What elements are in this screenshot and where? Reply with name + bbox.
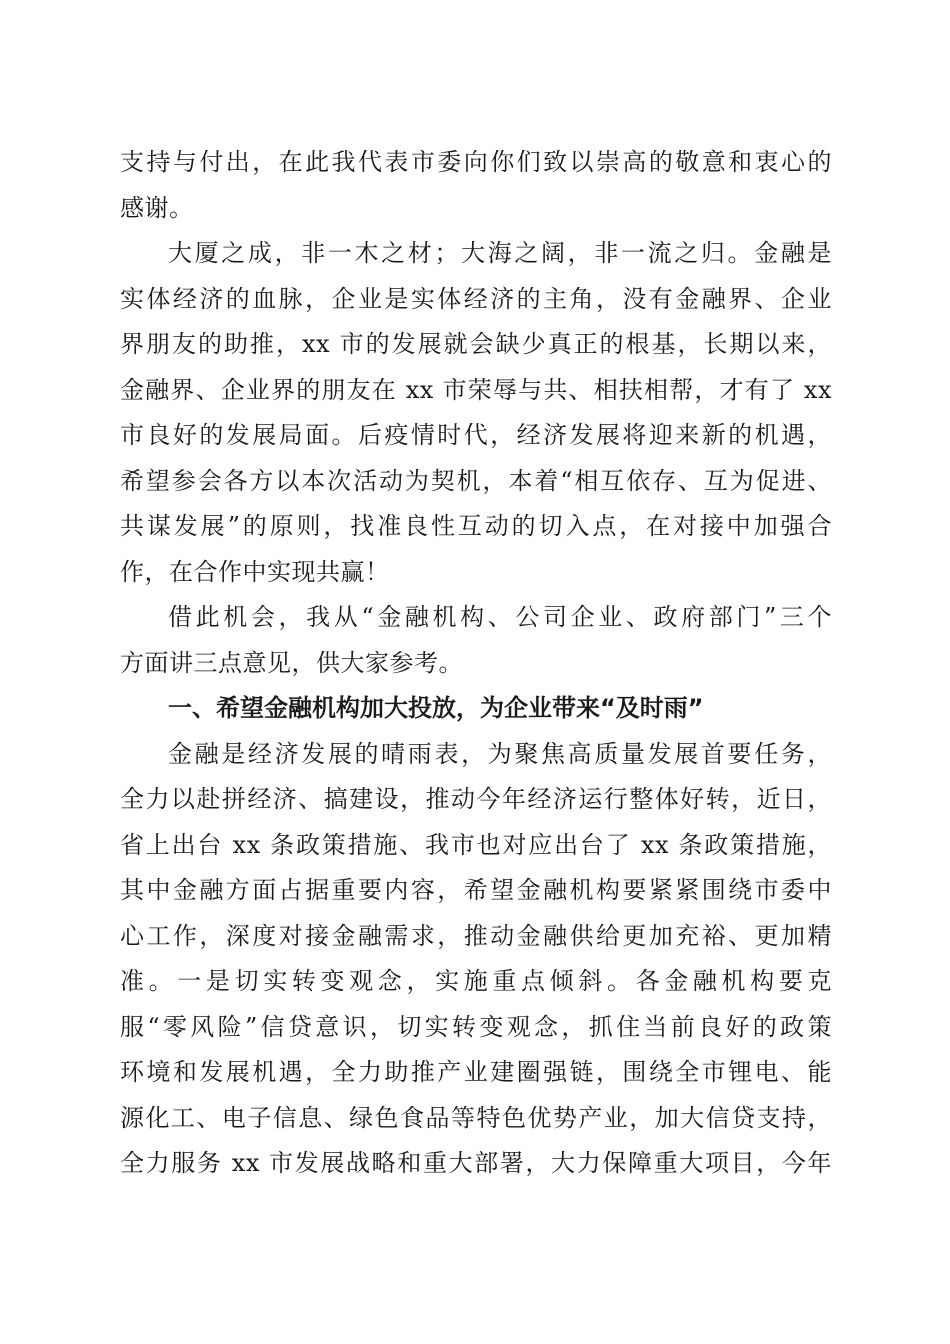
text-line: 省上出台 xx 条政策措施、我市也对应出台了 xx 条政策措施， [120, 830, 832, 859]
text-line: 全力以赴拼经济、搞建设，推动今年经济运行整体好转，近日， [120, 785, 832, 813]
text-line: 其中金融方面占据重要内容，希望金融机构要紧紧围绕市委中 [120, 876, 832, 904]
text-line: 界朋友的助推，xx 市的发展就会缺少真正的根基，长期以来， [120, 330, 832, 358]
section-heading: 一、希望金融机构加大投放，为企业带来“及时雨” [168, 694, 704, 722]
text-line: 感谢。 [120, 193, 194, 222]
text-line: 环境和发展机遇，全力助推产业建圈强链，围绕全市锂电、能 [120, 1058, 832, 1086]
text-line: 支持与付出，在此我代表市委向你们致以崇高的敬意和衷心的 [120, 148, 832, 176]
text-line: 服“零风险”信贷意识，切实转变观念，抓住当前良好的政策 [120, 1012, 832, 1041]
text-line: 全力服务 xx 市发展战略和重大部署，大力保障重大项目，今年 [120, 1149, 832, 1177]
paragraph-start-line: 金融是经济发展的晴雨表，为聚焦高质量发展首要任务， [168, 739, 832, 768]
text-line: 市良好的发展局面。后疫情时代，经济发展将迎来新的机遇， [120, 421, 832, 449]
paragraph-start-line: 大厦之成，非一木之材；大海之阔，非一流之归。金融是 [168, 239, 832, 267]
text-line: 方面讲三点意见，供大家参考。 [120, 648, 463, 677]
text-line: 准。一是切实转变观念，实施重点倾斜。各金融机构要克 [120, 967, 832, 995]
text-line: 希望参会各方以本次活动为契机，本着“相互依存、互为促进、 [120, 466, 832, 495]
paragraph-start-line: 借此机会，我从“金融机构、公司企业、政府部门”三个 [168, 603, 832, 631]
text-line: 共谋发展”的原则，找准良性互动的切入点，在对接中加强合 [120, 512, 832, 540]
body-text [120, 140, 832, 1187]
text-line: 心工作，深度对接金融需求，推动金融供给更加充裕、更加精 [120, 921, 832, 950]
text-line: 金融界、企业界的朋友在 xx 市荣辱与共、相扶相帮，才有了 xx [120, 375, 832, 404]
text-line: 源化工、电子信息、绿色食品等特色优势产业，加大信贷支持， [120, 1103, 832, 1132]
text-line: 作，在合作中实现共赢！ [120, 557, 390, 586]
text-line: 实体经济的血脉，企业是实体经济的主角，没有金融界、企业 [120, 284, 832, 313]
